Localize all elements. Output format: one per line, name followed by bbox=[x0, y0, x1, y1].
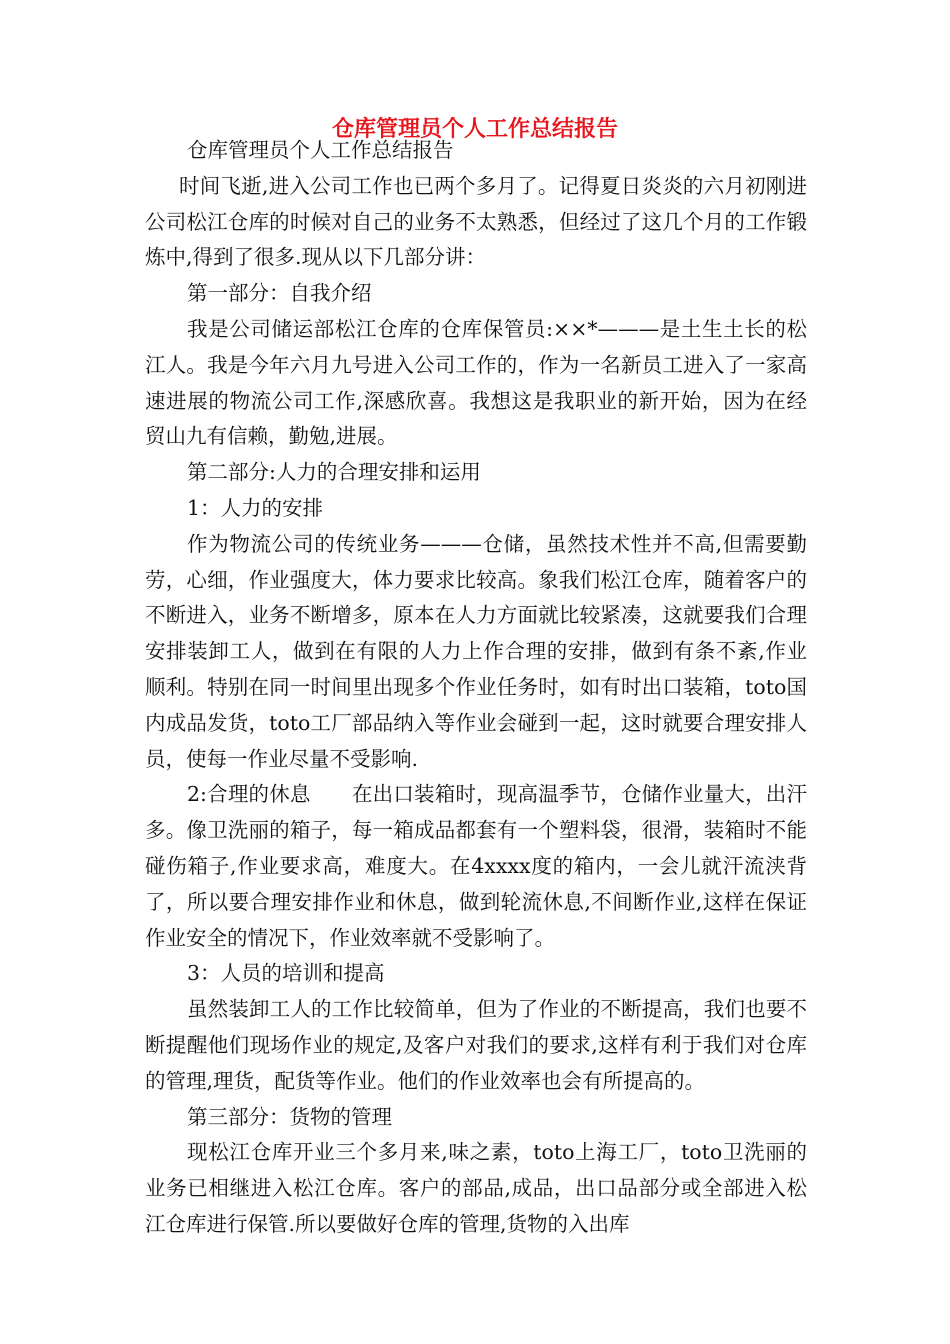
document-title: 仓库管理员个人工作总结报告 bbox=[331, 116, 618, 142]
section-heading-part-three: 第三部分：货物的管理 bbox=[187, 1104, 392, 1129]
subtitle-paragraph: 仓库管理员个人工作总结报告 bbox=[187, 138, 454, 162]
section-heading-part-two: 第二部分:人力的合理安排和运用 bbox=[187, 460, 481, 485]
self-introduction-paragraph: 我是公司储运部松江仓库的仓库保管员:××*———是土生土长的松江人。我是今年六月九号进入公司工作的，作为一名新员工进入了一家高速进展的物流公司工作,深感欣喜。我想这是我职业的新开始，因为在经贸山九有信赖，勤勉,进展。 bbox=[145, 316, 807, 449]
reasonable-rest-paragraph: 2:合理的休息 在出口装箱时，现高温季节，仓储作业量大，出汗多。像卫洗丽的箱子，每一箱成品都套有一个塑料袋，很滑，装箱时不能碰伤箱子,作业要求高，难度大。在4xxxx度的箱内，一会儿就汗流浃背了，所以要合理安排作业和休息，做到轮流休息,不间断作业,这样在保证作业安全的情况下，作业效率就不受影响了。 bbox=[145, 782, 807, 950]
goods-management-paragraph: 现松江仓库开业三个多月来,味之素，toto上海工厂，toto卫洗丽的业务已相继进入松江仓库。客户的部品,成品，出口品部分或全部进入松江仓库进行保管.所以要做好仓库的管理,货物的入出库 bbox=[145, 1140, 807, 1236]
manpower-arrangement-paragraph: 作为物流公司的传统业务———仓储，虽然技术性并不高,但需要勤劳，心细，作业强度大，体力要求比较高。象我们松江仓库，随着客户的不断进入，业务不断增多，原本在人力方面就比较紧凑，这就要我们合理安排装卸工人，做到在有限的人力上作合理的安排，做到有条不紊,作业顺利。特别在同一时间里出现多个作业任务时，如有时出口装箱，toto国内成品发货，toto工厂部品纳入等作业会碰到一起，这时就要合理安排人员，使每一作业尽量不受影响. bbox=[145, 531, 807, 771]
intro-paragraph: 时间飞逝,进入公司工作也已两个多月了。记得夏日炎炎的六月初刚进公司松江仓库的时候对自己的业务不太熟悉，但经过了这几个月的工作锻炼中,得到了很多.现从以下几部分讲： bbox=[145, 173, 807, 270]
subheading-staff-training: 3：人员的培训和提高 bbox=[187, 961, 385, 986]
document-body bbox=[145, 133, 807, 1243]
section-heading-part-one: 第一部分：自我介绍 bbox=[187, 281, 372, 306]
staff-training-paragraph: 虽然装卸工人的工作比较简单，但为了作业的不断提高，我们也要不断提醒他们现场作业的规定,及客户对我们的要求,这样有利于我们对仓库的管理,理货，配货等作业。他们的作业效率也会有所提高的。 bbox=[145, 997, 807, 1093]
subheading-manpower-arrangement: 1：人力的安排 bbox=[187, 495, 324, 520]
